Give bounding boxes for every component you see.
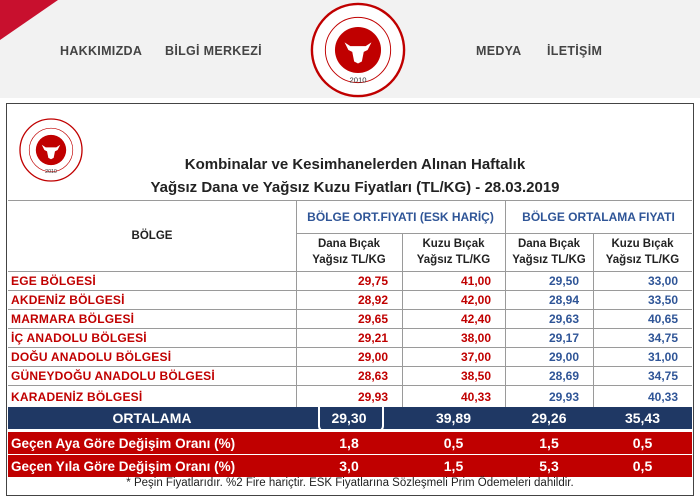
average-label: ORTALAMA <box>112 410 192 426</box>
value-cell: 40,33 <box>647 389 678 404</box>
value-cell: 40,65 <box>647 311 678 326</box>
nav-link-hakkimizda[interactable]: HAKKIMIZDA <box>60 44 143 58</box>
value-cell: 31,00 <box>647 349 678 364</box>
region-name: AKDENİZ BÖLGESİ <box>11 292 125 307</box>
change-value: 1,5 <box>539 435 559 451</box>
subheader-line: Yağsız TL/KG <box>312 254 386 266</box>
value-cell: 28,69 <box>548 368 579 383</box>
table-title-line2: Yağsız Dana ve Yağsız Kuzu Fiyatları (TL/KG) - 28.03.2019 <box>150 179 560 196</box>
value-cell: 34,75 <box>647 330 678 345</box>
subheader-line: Kuzu Bıçak <box>422 238 485 250</box>
council-logo[interactable] <box>310 2 406 98</box>
value-cell: 33,00 <box>647 273 678 288</box>
average-value: 39,89 <box>435 410 472 426</box>
region-name: KARADENİZ BÖLGESİ <box>11 389 143 404</box>
value-cell: 29,63 <box>548 311 579 326</box>
change-value: 0,5 <box>632 435 653 451</box>
value-cell: 29,17 <box>548 330 579 345</box>
value-cell: 42,00 <box>460 292 491 307</box>
value-cell: 38,50 <box>460 368 491 383</box>
svg-text:2010: 2010 <box>45 169 57 176</box>
average-value: 29,26 <box>531 410 567 426</box>
value-cell: 34,75 <box>647 368 678 383</box>
region-name: MARMARA BÖLGESİ <box>11 311 135 326</box>
region-name: EGE BÖLGESİ <box>11 273 96 288</box>
region-name: İÇ ANADOLU BÖLGESİ <box>11 330 147 345</box>
value-cell: 40,33 <box>460 389 491 404</box>
change-value: 5,3 <box>539 458 559 474</box>
column-group-header-esk-excluded: BÖLGE ORT.FIYATI (ESK HARİÇ) <box>307 209 494 224</box>
change-label: Geçen Yıla Göre Değişim Oranı (%) <box>11 458 236 474</box>
change-value: 3,0 <box>339 458 359 474</box>
average-value: 35,43 <box>624 410 661 426</box>
subheader-line: Yağsız TL/KG <box>512 254 586 266</box>
change-value: 1,8 <box>339 435 359 451</box>
value-cell: 28,63 <box>357 368 388 383</box>
value-cell: 33,50 <box>647 292 678 307</box>
site-header <box>0 0 700 98</box>
value-cell: 38,00 <box>460 330 491 345</box>
region-name: DOĞU ANADOLU BÖLGESİ <box>11 349 172 364</box>
council-logo-small <box>18 117 84 183</box>
value-cell: 29,93 <box>357 389 388 404</box>
subheader-line: Yağsız TL/KG <box>605 254 680 266</box>
subheader-lamb-2 <box>593 233 692 271</box>
table-footnote: * Peşin Fiyatlarıdır. %2 Fire hariçtir. ESK Fiyatlarına Sözleşmeli Prim Ödemeleri dahildir. <box>126 477 574 489</box>
column-header-region: BÖLGE <box>131 229 173 242</box>
value-cell: 29,50 <box>548 273 579 288</box>
value-cell: 29,93 <box>548 389 579 404</box>
value-cell: 28,94 <box>548 292 579 307</box>
column-group-header-average: BÖLGE ORTALAMA FIYATI <box>522 209 675 224</box>
subheader-veal-2 <box>505 233 593 271</box>
value-cell: 29,21 <box>357 330 388 345</box>
subheader-line: Kuzu Bıçak <box>611 238 674 250</box>
nav-link-bilgi-merkezi[interactable]: BİLGİ MERKEZİ <box>165 44 262 58</box>
header-accent-stripe <box>0 0 58 40</box>
table-title-line1: Kombinalar ve Kesimhanelerden Alınan Haftalık <box>184 156 526 173</box>
nav-link-iletisim[interactable]: İLETİŞİM <box>547 44 603 58</box>
subheader-lamb-1 <box>402 233 505 271</box>
nav-link-medya[interactable]: MEDYA <box>476 44 522 58</box>
change-value: 0,5 <box>632 458 653 474</box>
value-cell: 42,40 <box>460 311 491 326</box>
value-cell: 41,00 <box>460 273 491 288</box>
value-cell: 29,65 <box>357 311 388 326</box>
value-cell: 29,00 <box>357 349 388 364</box>
subheader-line: Dana Bıçak <box>317 238 380 250</box>
subheader-line: Yağsız TL/KG <box>416 254 491 266</box>
change-label: Geçen Aya Göre Değişim Oranı (%) <box>11 435 236 451</box>
value-cell: 29,75 <box>357 273 388 288</box>
subheader-veal-1 <box>296 233 402 271</box>
value-cell: 28,92 <box>357 292 388 307</box>
change-value: 1,5 <box>443 458 464 474</box>
highlight-bracket <box>318 405 384 432</box>
value-cell: 37,00 <box>460 349 491 364</box>
subheader-line: Dana Bıçak <box>517 238 580 250</box>
change-value: 0,5 <box>443 435 464 451</box>
svg-text:2010: 2010 <box>349 75 367 85</box>
value-cell: 29,00 <box>548 349 579 364</box>
average-value: 29,30 <box>331 410 367 426</box>
region-name: GÜNEYDOĞU ANADOLU BÖLGESİ <box>11 368 215 383</box>
